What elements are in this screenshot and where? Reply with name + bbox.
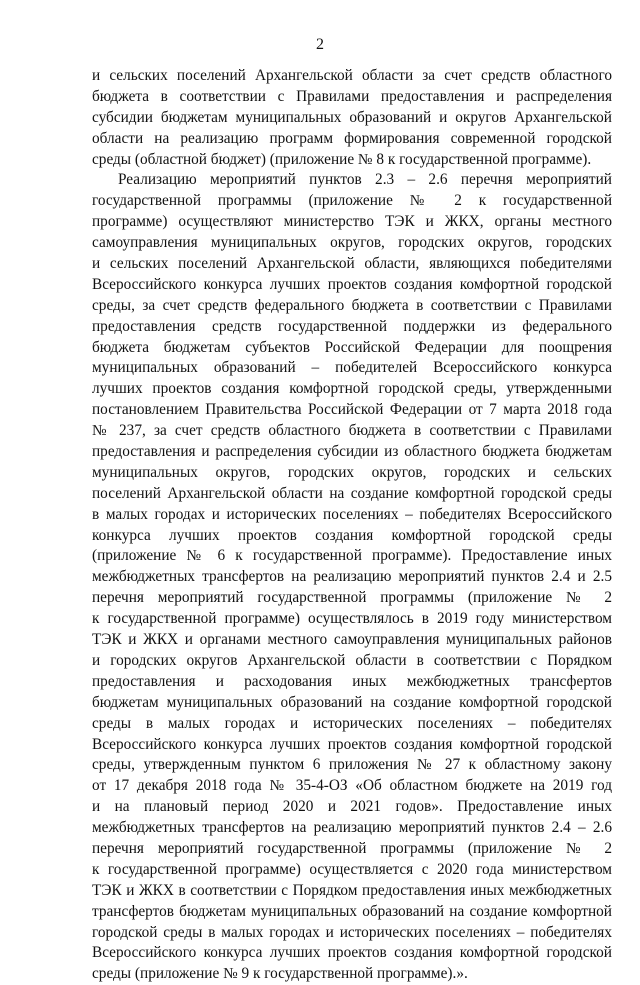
page-number: 2	[316, 36, 324, 53]
text-line: Реализацию мероприятий пунктов 2.3 – 2.6 перечня мероприятий	[118, 171, 612, 189]
text-line: (приложение № 6 к государственной программе). Предоставление иных	[92, 547, 612, 565]
text-line: среды, утвержденным пунктом 6 приложения № 27 к областному закону	[92, 756, 612, 774]
text-line: постановлением Правительства Российской Федерации от 7 марта 2018 года	[92, 401, 612, 419]
text-line: Всероссийского конкурса лучших проектов создания комфортной городской	[92, 735, 612, 753]
text-line: Всероссийского конкурса лучших проектов создания комфортной городской	[92, 275, 612, 293]
text-line: перечня мероприятий государственной программы (приложение № 2	[92, 839, 612, 857]
text-line: лучших проектов создания комфортной городской среды, утвержденными	[92, 380, 612, 398]
text-line: в малых городах и исторических поселениях – победителях Всероссийского	[92, 505, 612, 523]
text-line: предоставления и расходования иных межбюджетных трансфертов	[92, 672, 612, 690]
text-line: трансфертов бюджетам муниципальных образований на создание комфортной	[92, 902, 612, 920]
text-line: муниципальных округов, городских округов, городских и сельских	[92, 463, 612, 481]
text-line: бюджетам муниципальных образований на создание комфортной городской	[92, 693, 612, 711]
text-line: межбюджетных трансфертов на реализацию мероприятий пунктов 2.4 – 2.6	[92, 819, 612, 837]
text-line: среды в малых городах и исторических поселениях – победителях	[92, 714, 612, 732]
text-line: предоставления и распределения субсидии из областного бюджета бюджетам	[92, 443, 612, 461]
text-line: самоуправления муниципальных округов, городских округов, городских	[92, 234, 612, 252]
text-line: ТЭК и ЖКХ и органами местного самоуправления муниципальных районов	[92, 631, 612, 649]
text-line: среды (областной бюджет) (приложение № 8 к государственной программе).	[92, 150, 592, 168]
text-line: субсидии бюджетам муниципальных образований и округов Архангельской	[92, 108, 612, 126]
text-line: конкурса лучших проектов создания комфортной городской среды	[92, 526, 612, 544]
text-line: государственной программы (приложение № 2 к государственной	[92, 192, 612, 210]
text-line: № 237, за счет средств областного бюджета в соответствии с Правилами	[92, 422, 612, 440]
text-line: и сельских поселений Архангельской области за счет средств областного	[92, 67, 612, 84]
text-line: межбюджетных трансфертов на реализацию мероприятий пунктов 2.4 и 2.5	[92, 568, 612, 586]
text-line: и на плановый период 2020 и 2021 годов». Предоставление иных	[92, 798, 612, 816]
text-line: и городских округов Архангельской области в соответствии с Порядком	[92, 651, 612, 669]
text-line: поселений Архангельской области на создание комфортной городской среды	[92, 484, 612, 502]
text-line: среды (приложение № 9 к государственной программе).».	[92, 965, 468, 983]
text-line: городской среды в малых городах и исторических поселениях – победителях	[92, 923, 612, 941]
document-body	[92, 66, 612, 985]
text-line: от 17 декабря 2018 года № 35-4-ОЗ «Об областном бюджете на 2019 год	[92, 777, 612, 795]
text-line: перечня мероприятий государственной программы (приложение № 2	[92, 589, 612, 607]
text-line: программе) осуществляют министерство ТЭК и ЖКХ, органы местного	[92, 213, 612, 231]
text-line: бюджета бюджетам субъектов Российской Федерации для поощрения	[92, 338, 612, 356]
text-line: ТЭК и ЖКХ в соответствии с Порядком предоставления иных межбюджетных	[92, 881, 612, 899]
text-line: бюджета в соответствии с Правилами предоставления и распределения	[92, 87, 612, 105]
text-line: области на реализацию программ формирования современной городской	[92, 129, 612, 147]
text-line: муниципальных образований – победителей Всероссийского конкурса	[92, 359, 612, 377]
text-line: к государственной программе) осуществлялось в 2019 году министерством	[92, 610, 612, 628]
text-line: среды, за счет средств федерального бюджета в соответствии с Правилами	[92, 296, 612, 314]
text-line: к государственной программе) осуществляется с 2020 года министерством	[92, 860, 612, 878]
text-line: Всероссийского конкурса лучших проектов создания комфортной городской	[92, 944, 612, 962]
text-line: предоставления средств государственной поддержки из федерального	[92, 317, 612, 335]
text-line: и сельских поселений Архангельской области, являющихся победителями	[92, 255, 612, 273]
